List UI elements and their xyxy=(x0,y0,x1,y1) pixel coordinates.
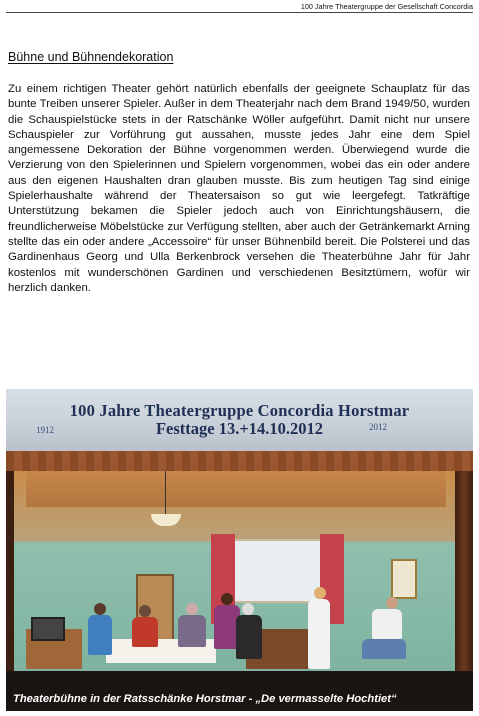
actor-head xyxy=(221,593,233,605)
actor xyxy=(372,609,402,639)
actor xyxy=(88,615,112,655)
actor-head xyxy=(186,603,198,615)
lamp-cord xyxy=(165,471,166,516)
banner-year-left: 1912 xyxy=(36,425,54,435)
actor-head xyxy=(242,603,254,615)
actor xyxy=(236,615,262,659)
actor-head xyxy=(139,605,151,617)
actor-head xyxy=(314,587,326,599)
stage-upper-panel xyxy=(26,471,446,507)
banner-year-right: 2012 xyxy=(369,422,387,432)
wall-picture xyxy=(391,559,417,599)
section-title: Bühne und Bühnendekoration xyxy=(8,50,174,64)
photo-banner xyxy=(6,389,473,451)
actor xyxy=(178,615,206,647)
actor-legs xyxy=(362,639,406,659)
television xyxy=(31,617,65,641)
banner-dates: Festtage 13.+14.10.2012 xyxy=(155,419,324,438)
actor xyxy=(132,617,158,647)
stage-valance xyxy=(6,451,473,473)
audience-foreground xyxy=(6,671,473,711)
stage-photo xyxy=(6,389,473,711)
body-paragraph: Zu einem richtigen Theater gehört natürlich ebenfalls der geeignete Schauplatz für das bunte Treiben unserer Spieler. Außer in dem Theaterjahr nach dem Brand 1949/50, wurden die Schauspielstücke stets in der Ratschänke Wöller aufgeführt. Damit nicht nur unsere Schauspieler zur Vorführung gut aussahen, musste jedes Jahr eine dem Spiel angemessene Dekoration der Bühne vorgenommen werden. Überwiegend wurde die Verzierung von den Spielerinnen und Spielern vorgenommen, wobei das ein oder andere aus den eigenen Haushalten dran glauben musste. Bis zum heutigen Tag sind einige Spielerhaushalte während der Theatersaison so gut wie leergefegt. Tatkräftige Unterstützung bekamen die Spieler jedoch auch von Einrichtungshäusern, die freundlicherweise Möbelstücke zur Verfügung stellten, aber auch der Getränkemarkt Arning stellte das ein oder andere „Accessoire“ für unser Bühnenbild bereit. Die Polsterei und das Gardinenhaus Georg und Ulla Berkenbrock versehen die Theaterbühne Jahr für Jahr kostenlos mit wunderschönen Gardinen und verschiedenen Besitztümern, wofür wir herzlich danken. xyxy=(8,83,470,294)
running-header: 100 Jahre Theatergruppe der Gesellschaft Concordia xyxy=(6,2,473,13)
actor-head xyxy=(386,597,398,609)
photo-caption: Theaterbühne in der Ratsschänke Horstmar - „De vermasselte Hochtiet“ xyxy=(13,693,397,705)
banner-title: 100 Jahre Theatergruppe Concordia Horstmar xyxy=(69,401,410,420)
actor-head xyxy=(94,603,106,615)
actor xyxy=(308,599,330,669)
